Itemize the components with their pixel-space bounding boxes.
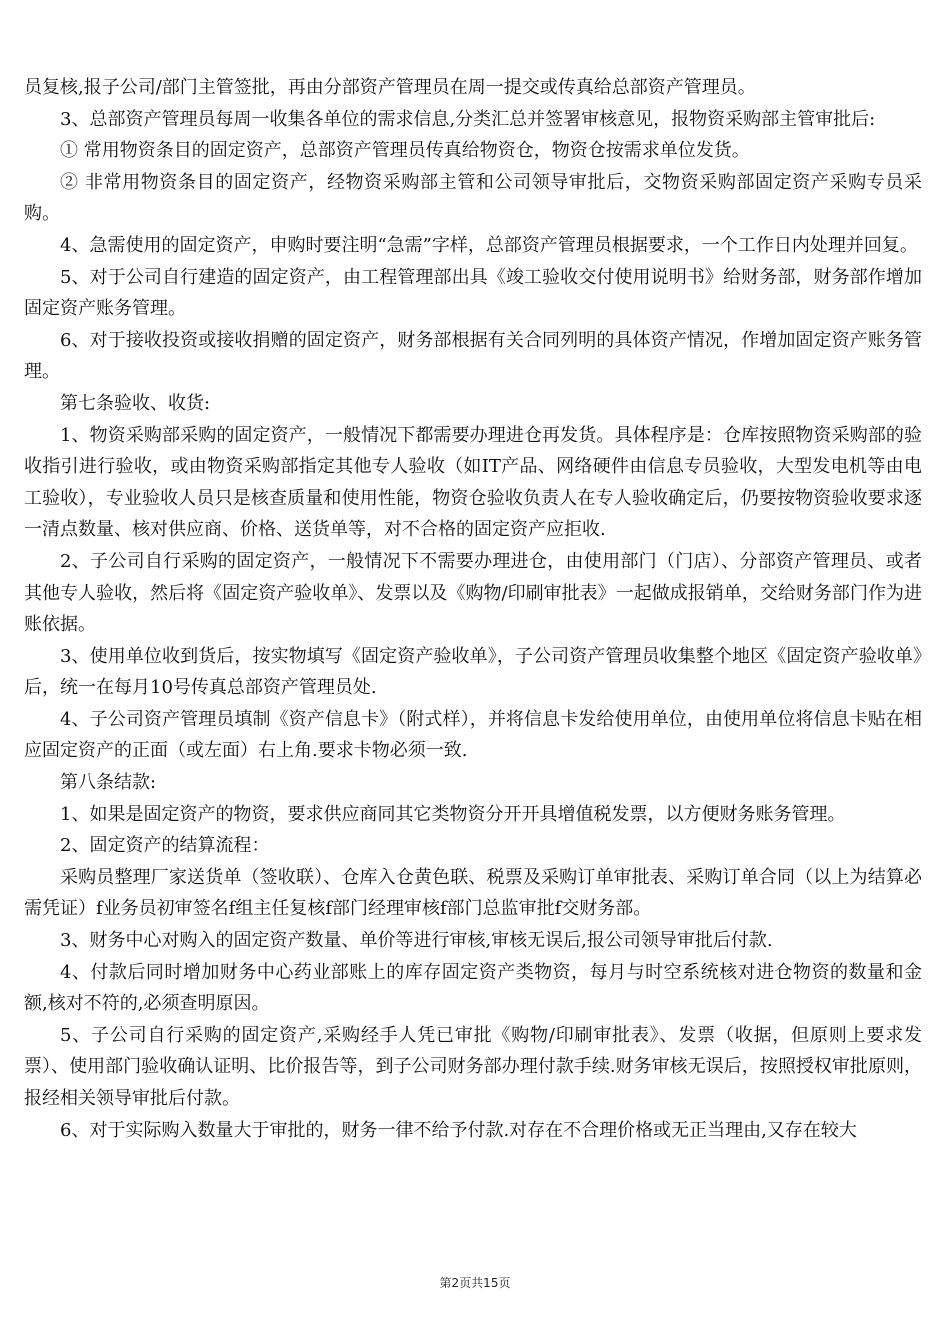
paragraph-12: 4、子公司资产管理员填制《资产信息卡》（附式样），并将信息卡发给使用单位，由使用单位将信息卡贴在相应固定资产的正面（或左面）右上角.要求卡物必须一致. [24,708,922,762]
paragraph-11: 3、使用单位收到货后，按实物填写《固定资产验收单》，子公司资产管理员收集整个地区《固定资产验收单》后，统一在每月10号传真总部资产管理员处. [24,645,922,699]
paragraph-6: 5、对于公司自行建造的固定资产，由工程管理部出具《竣工验收交付使用说明书》给财务部，财务部作增加固定资产账务管理。 [24,266,922,320]
paragraph-4: ② 非常用物资条目的固定资产，经物资采购部主管和公司领导审批后，交物资采购部固定资产采购专员采购。 [24,171,922,225]
paragraph-15: 2、固定资产的结算流程： [60,835,270,857]
paragraph-14: 1、如果是固定资产的物资，要求供应商同其它类物资分开开具增值税发票，以方便财务账务管理。 [60,803,846,825]
paragraph-9: 1、物资采购部采购的固定资产，一般情况下都需要办理进仓再发货。具体程序是：仓库按照物资采购部的验收指引进行验收，或由物资采购部指定其他专人验收（如IT产品、网络硬件由信息专员验收，大型发电机等由电工验收），专业验收人员只是核查质量和使用性能，物资仓验收负责人在专人验收确定后，仍要按物资验收要求逐一清点数量、核对供应商、价格、送货单等，对不合格的固定资产应拒收. [24,424,922,541]
page-footer [0,1274,950,1291]
paragraph-19: 5、子公司自行采购的固定资产,采购经手人凭已审批《购物/印刷审批表》、发票（收据，但原则上要求发票）、使用部门验收确认证明、比价报告等，到子公司财务部办理付款手续.财务审核无误后，按照授权审批原则，报经相关领导审批后付款。 [24,1024,922,1109]
paragraph-10: 2、子公司自行采购的固定资产，一般情况下不需要办理进仓，由使用部门（门店）、分部资产管理员、或者其他专人验收，然后将《固定资产验收单》、发票以及《购物/印刷审批表》一起做成报销单，交给财务部门作为进账依据。 [24,550,922,636]
paragraph-20: 6、对于实际购入数量大于审批的，财务一律不给予付款.对存在不合理价格或无正当理由,又存在较大 [60,1119,857,1141]
paragraph-7: 6、对于接收投资或接收捐赠的固定资产，财务部根据有关合同列明的具体资产情况，作增加固定资产账务管理。 [24,329,922,383]
paragraph-3: ① 常用物资条目的固定资产，总部资产管理员传真给物资仓，物资仓按需求单位发货。 [60,140,750,162]
page-number: 第2页共15页 [439,1276,511,1290]
document-body [24,72,922,1146]
paragraph-1: 员复核,报子公司/部门主管签批，再由分部资产管理员在周一提交或传真给总部资产管理员。 [24,77,756,98]
section-heading-7: 第七条验收、收货: [60,392,211,414]
paragraph-2: 3、总部资产管理员每周一收集各单位的需求信息,分类汇总并签署审核意见，报物资采购部主管审批后: [60,108,876,130]
paragraph-18: 4、付款后同时增加财务中心药业部账上的库存固定资产类物资，每月与时空系统核对进仓物资的数量和金额,核对不符的,必须查明原因。 [24,961,922,1015]
paragraph-17: 3、财务中心对购入的固定资产数量、单价等进行审核,审核无误后,报公司领导审批后付款. [60,930,773,952]
paragraph-5: 4、急需使用的固定资产，申购时要注明“急需”字样，总部资产管理员根据要求，一个工作日内处理并回复。 [60,234,918,256]
section-heading-8: 第八条结款: [60,772,157,794]
paragraph-16: 采购员整理厂家送货单（签收联）、仓库入仓黄色联、税票及采购订单审批表、采购订单合同（以上为结算必需凭证）f业务员初审签名f组主任复核f部门经理审核f部门总监审批f交财务部。 [24,866,922,920]
